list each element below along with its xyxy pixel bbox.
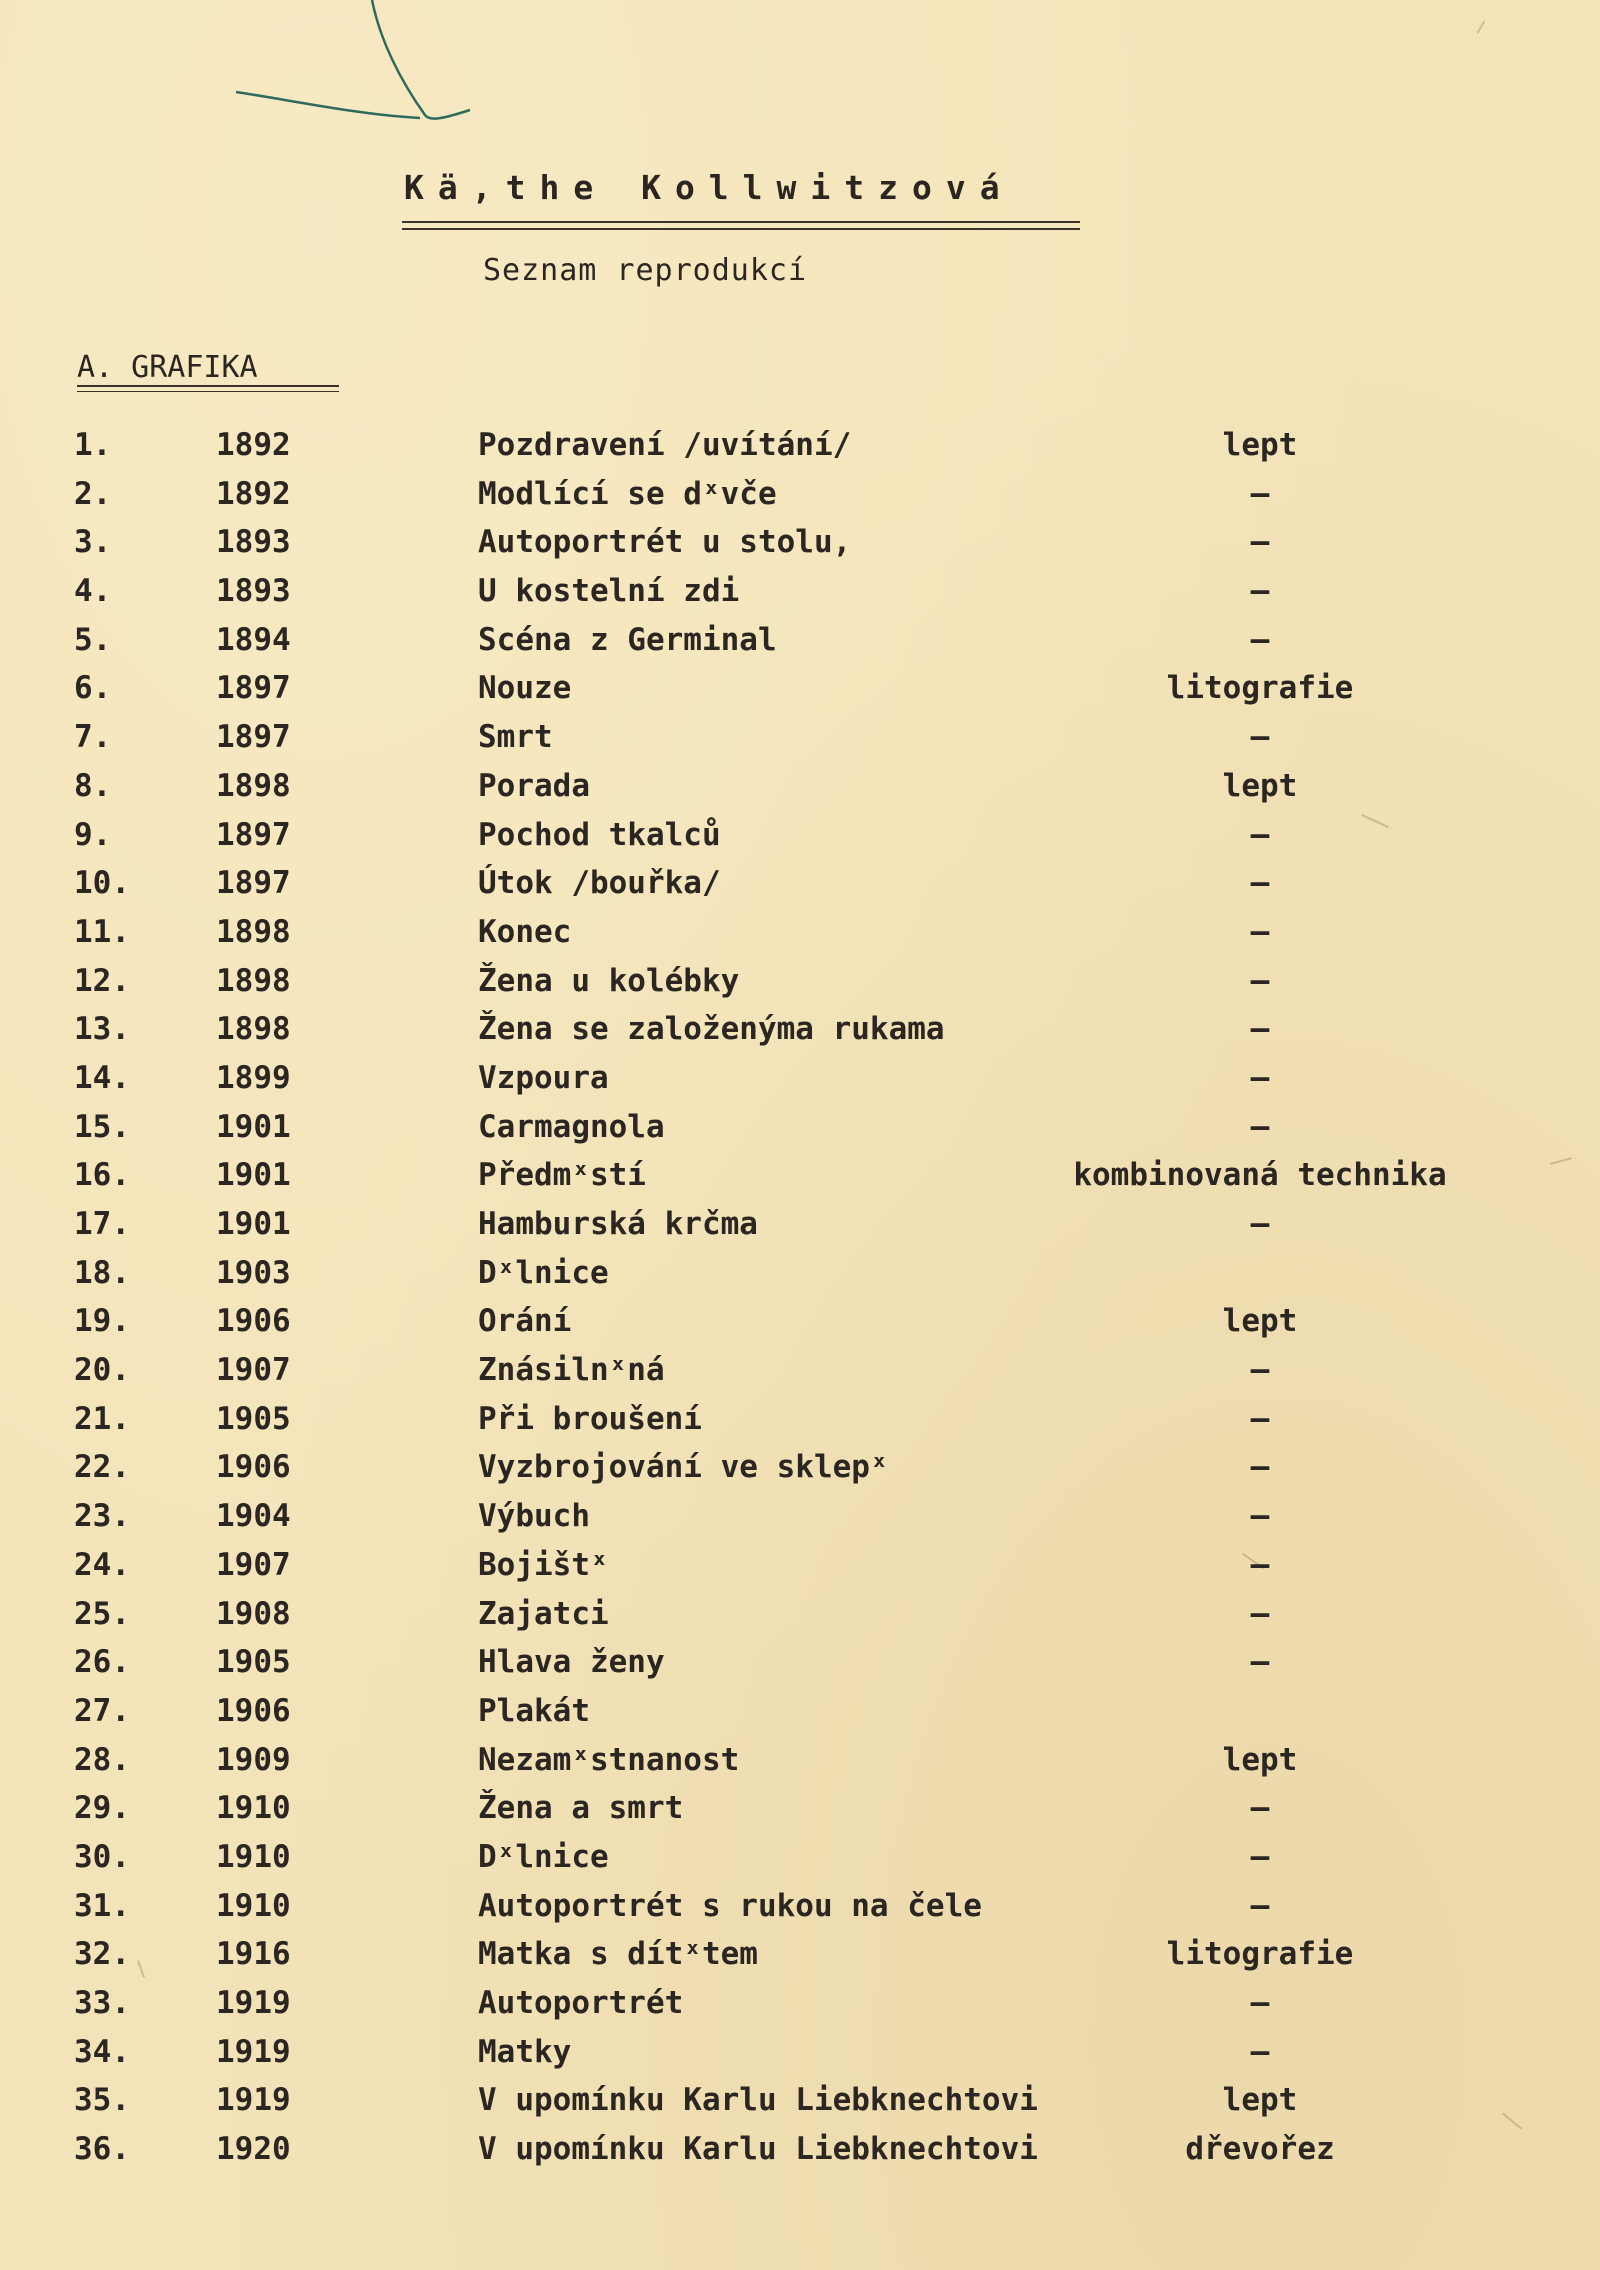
item-title: V upomínku Karlu Liebknechtovi <box>478 2131 1038 2168</box>
item-technique: lept <box>1222 427 1298 463</box>
item-technique: – <box>1250 1838 1270 1875</box>
list-item <box>0 719 1600 768</box>
item-technique: – <box>1250 475 1270 512</box>
list-item <box>0 2082 1600 2131</box>
item-title: Žena se založenýma rukama <box>478 1011 945 1048</box>
item-technique: – <box>1250 1790 1270 1827</box>
list-item <box>0 1985 1600 2034</box>
section-underline <box>77 385 339 392</box>
item-year: 1893 <box>216 524 291 561</box>
item-number: 16. <box>74 1157 130 1194</box>
item-technique: lept <box>1222 767 1298 804</box>
list-item <box>0 1693 1600 1742</box>
item-year: 1920 <box>216 2131 291 2168</box>
item-number: 12. <box>74 962 130 999</box>
list-item <box>0 1742 1600 1791</box>
item-number: 30. <box>74 1838 130 1875</box>
document-subtitle: Seznam reprodukcí <box>483 253 808 288</box>
list-item <box>0 1109 1600 1158</box>
item-number: 35. <box>74 2082 130 2119</box>
item-number: 29. <box>74 1790 130 1827</box>
item-year: 1919 <box>216 2082 291 2119</box>
list-item <box>0 1839 1600 1888</box>
item-technique: – <box>1250 1059 1270 1096</box>
item-technique: – <box>1250 1400 1270 1437</box>
list-item <box>0 2034 1600 2083</box>
item-year: 1897 <box>216 670 291 707</box>
item-number: 7. <box>74 719 112 756</box>
item-technique: – <box>1250 816 1270 853</box>
item-title: Hlava ženy <box>478 1644 665 1681</box>
item-title: Autoportrét u stolu, <box>478 524 852 561</box>
item-title: Autoportrét s rukou na čele <box>478 1887 982 1924</box>
item-year: 1892 <box>216 475 291 512</box>
item-number: 5. <box>74 621 112 658</box>
item-year: 1903 <box>216 1254 291 1291</box>
item-title: Útok /bouřka/ <box>478 865 721 902</box>
item-number: 2. <box>74 475 112 512</box>
item-number: 4. <box>74 573 112 610</box>
item-technique: – <box>1250 913 1270 950</box>
item-technique: – <box>1250 1108 1270 1145</box>
item-number: 18. <box>74 1254 130 1291</box>
reproduction-list <box>0 427 1600 2180</box>
item-year: 1919 <box>216 1985 291 2021</box>
item-year: 1892 <box>216 427 291 463</box>
item-technique: – <box>1250 865 1270 902</box>
item-year: 1901 <box>216 1206 291 1242</box>
item-year: 1907 <box>216 1546 291 1583</box>
item-number: 31. <box>74 1887 130 1924</box>
item-year: 1910 <box>216 1887 291 1924</box>
item-title: V upomínku Karlu Liebknechtovi <box>478 2082 1038 2119</box>
item-technique: – <box>1250 1546 1270 1583</box>
list-item <box>0 1401 1600 1450</box>
item-technique: – <box>1250 1449 1270 1486</box>
item-number: 28. <box>74 1741 130 1778</box>
list-item <box>0 1888 1600 1937</box>
item-number: 22. <box>74 1449 130 1486</box>
item-year: 1898 <box>216 962 291 999</box>
list-item <box>0 2131 1600 2180</box>
pen-annotation-mark <box>230 0 490 150</box>
item-number: 24. <box>74 1546 130 1583</box>
item-year: 1905 <box>216 1400 291 1437</box>
item-number: 15. <box>74 1108 130 1145</box>
item-title: Scéna z Germinal <box>478 621 777 658</box>
item-year: 1910 <box>216 1838 291 1875</box>
item-title: Smrt <box>478 719 553 756</box>
list-item <box>0 670 1600 719</box>
document-title: Kä,the Kollwitzová <box>404 168 1014 207</box>
list-item <box>0 622 1600 671</box>
item-title: U kostelní zdi <box>478 573 740 610</box>
item-year: 1905 <box>216 1644 291 1681</box>
item-year: 1906 <box>216 1449 291 1486</box>
item-number: 20. <box>74 1352 130 1389</box>
item-technique: – <box>1250 1985 1270 2021</box>
item-title: Vyzbrojování ve sklepˣ <box>478 1449 889 1486</box>
item-year: 1908 <box>216 1595 291 1632</box>
item-title: Při broušení <box>478 1400 702 1437</box>
item-year: 1898 <box>216 913 291 950</box>
list-item <box>0 476 1600 525</box>
item-year: 1909 <box>216 1741 291 1778</box>
item-title: Bojištˣ <box>478 1546 609 1583</box>
item-title: Porada <box>478 767 590 804</box>
item-number: 21. <box>74 1400 130 1437</box>
item-number: 17. <box>74 1206 130 1242</box>
item-technique: litografie <box>1166 670 1354 707</box>
item-title: Žena u kolébky <box>478 962 740 999</box>
item-number: 1. <box>74 427 112 463</box>
item-title: Matka s dítˣtem <box>478 1936 758 1973</box>
item-title: Žena a smrt <box>478 1790 684 1827</box>
item-technique: – <box>1250 962 1270 999</box>
list-item <box>0 1060 1600 1109</box>
item-title: Nouze <box>478 670 572 707</box>
item-title: Vzpoura <box>478 1059 609 1096</box>
item-technique: dřevořez <box>1185 2131 1335 2168</box>
list-item <box>0 1790 1600 1839</box>
item-technique: – <box>1250 1644 1270 1681</box>
list-item <box>0 427 1600 476</box>
list-item <box>0 1449 1600 1498</box>
item-number: 13. <box>74 1011 130 1048</box>
list-item <box>0 1547 1600 1596</box>
list-item <box>0 1596 1600 1645</box>
item-technique: kombinovaná technika <box>1073 1157 1447 1194</box>
item-technique: lept <box>1222 1303 1298 1340</box>
list-item <box>0 1352 1600 1401</box>
item-title: Dˣlnice <box>478 1838 609 1875</box>
item-title: Carmagnola <box>478 1108 665 1145</box>
item-year: 1897 <box>216 719 291 756</box>
item-number: 19. <box>74 1303 130 1340</box>
list-item <box>0 963 1600 1012</box>
item-number: 14. <box>74 1059 130 1096</box>
item-year: 1906 <box>216 1303 291 1340</box>
item-title: Autoportrét <box>478 1985 684 2021</box>
item-title: Konec <box>478 913 572 950</box>
item-number: 23. <box>74 1498 130 1535</box>
item-year: 1893 <box>216 573 291 610</box>
item-number: 32. <box>74 1936 130 1973</box>
list-item <box>0 914 1600 963</box>
item-technique: – <box>1250 621 1270 658</box>
item-technique: litografie <box>1166 1936 1354 1973</box>
item-year: 1894 <box>216 621 291 658</box>
item-title: Předmˣstí <box>478 1157 646 1194</box>
item-technique: – <box>1250 1498 1270 1535</box>
item-number: 9. <box>74 816 112 853</box>
item-year: 1897 <box>216 816 291 853</box>
list-item <box>0 1255 1600 1304</box>
item-number: 26. <box>74 1644 130 1681</box>
list-item <box>0 573 1600 622</box>
item-title: Modlící se dˣvče <box>478 475 777 512</box>
title-underline <box>402 221 1080 230</box>
item-technique: lept <box>1222 2082 1298 2119</box>
item-number: 10. <box>74 865 130 902</box>
item-year: 1919 <box>216 2033 291 2070</box>
item-technique: – <box>1250 1011 1270 1048</box>
item-title: Dˣlnice <box>478 1254 609 1291</box>
item-year: 1901 <box>216 1108 291 1145</box>
section-heading: A. GRAFIKA <box>77 350 258 385</box>
list-item <box>0 865 1600 914</box>
item-technique: – <box>1250 524 1270 561</box>
item-title: Výbuch <box>478 1498 590 1535</box>
list-item <box>0 1936 1600 1985</box>
item-number: 8. <box>74 767 112 804</box>
item-technique: – <box>1250 2033 1270 2070</box>
item-number: 36. <box>74 2131 130 2168</box>
list-item <box>0 1206 1600 1255</box>
item-year: 1898 <box>216 1011 291 1048</box>
item-number: 11. <box>74 913 130 950</box>
item-year: 1899 <box>216 1059 291 1096</box>
list-item <box>0 1644 1600 1693</box>
item-year: 1901 <box>216 1157 291 1194</box>
item-title: Pozdravení /uvítání/ <box>478 427 852 463</box>
item-title: Orání <box>478 1303 572 1340</box>
list-item <box>0 768 1600 817</box>
item-technique: – <box>1250 1595 1270 1632</box>
item-title: Plakát <box>478 1692 590 1729</box>
list-item <box>0 1157 1600 1206</box>
item-technique: – <box>1250 1352 1270 1389</box>
item-title: Zajatci <box>478 1595 609 1632</box>
item-year: 1910 <box>216 1790 291 1827</box>
item-title: Pochod tkalců <box>478 816 721 853</box>
item-number: 6. <box>74 670 112 707</box>
item-title: Znásilnˣná <box>478 1352 665 1389</box>
item-title: Hamburská krčma <box>478 1206 758 1242</box>
item-title: Matky <box>478 2033 572 2070</box>
item-number: 34. <box>74 2033 130 2070</box>
list-item <box>0 817 1600 866</box>
item-title: Nezamˣstnanost <box>478 1741 740 1778</box>
item-year: 1897 <box>216 865 291 902</box>
item-year: 1904 <box>216 1498 291 1535</box>
item-technique: – <box>1250 1206 1270 1242</box>
item-year: 1916 <box>216 1936 291 1973</box>
item-technique: – <box>1250 1887 1270 1924</box>
item-number: 33. <box>74 1985 130 2021</box>
list-item <box>0 1011 1600 1060</box>
item-number: 27. <box>74 1692 130 1729</box>
list-item <box>0 1498 1600 1547</box>
item-technique: – <box>1250 719 1270 756</box>
item-technique: lept <box>1222 1741 1298 1778</box>
item-year: 1906 <box>216 1692 291 1729</box>
list-item <box>0 524 1600 573</box>
item-year: 1898 <box>216 767 291 804</box>
item-technique: – <box>1250 573 1270 610</box>
list-item <box>0 1303 1600 1352</box>
item-number: 25. <box>74 1595 130 1632</box>
item-year: 1907 <box>216 1352 291 1389</box>
item-number: 3. <box>74 524 112 561</box>
